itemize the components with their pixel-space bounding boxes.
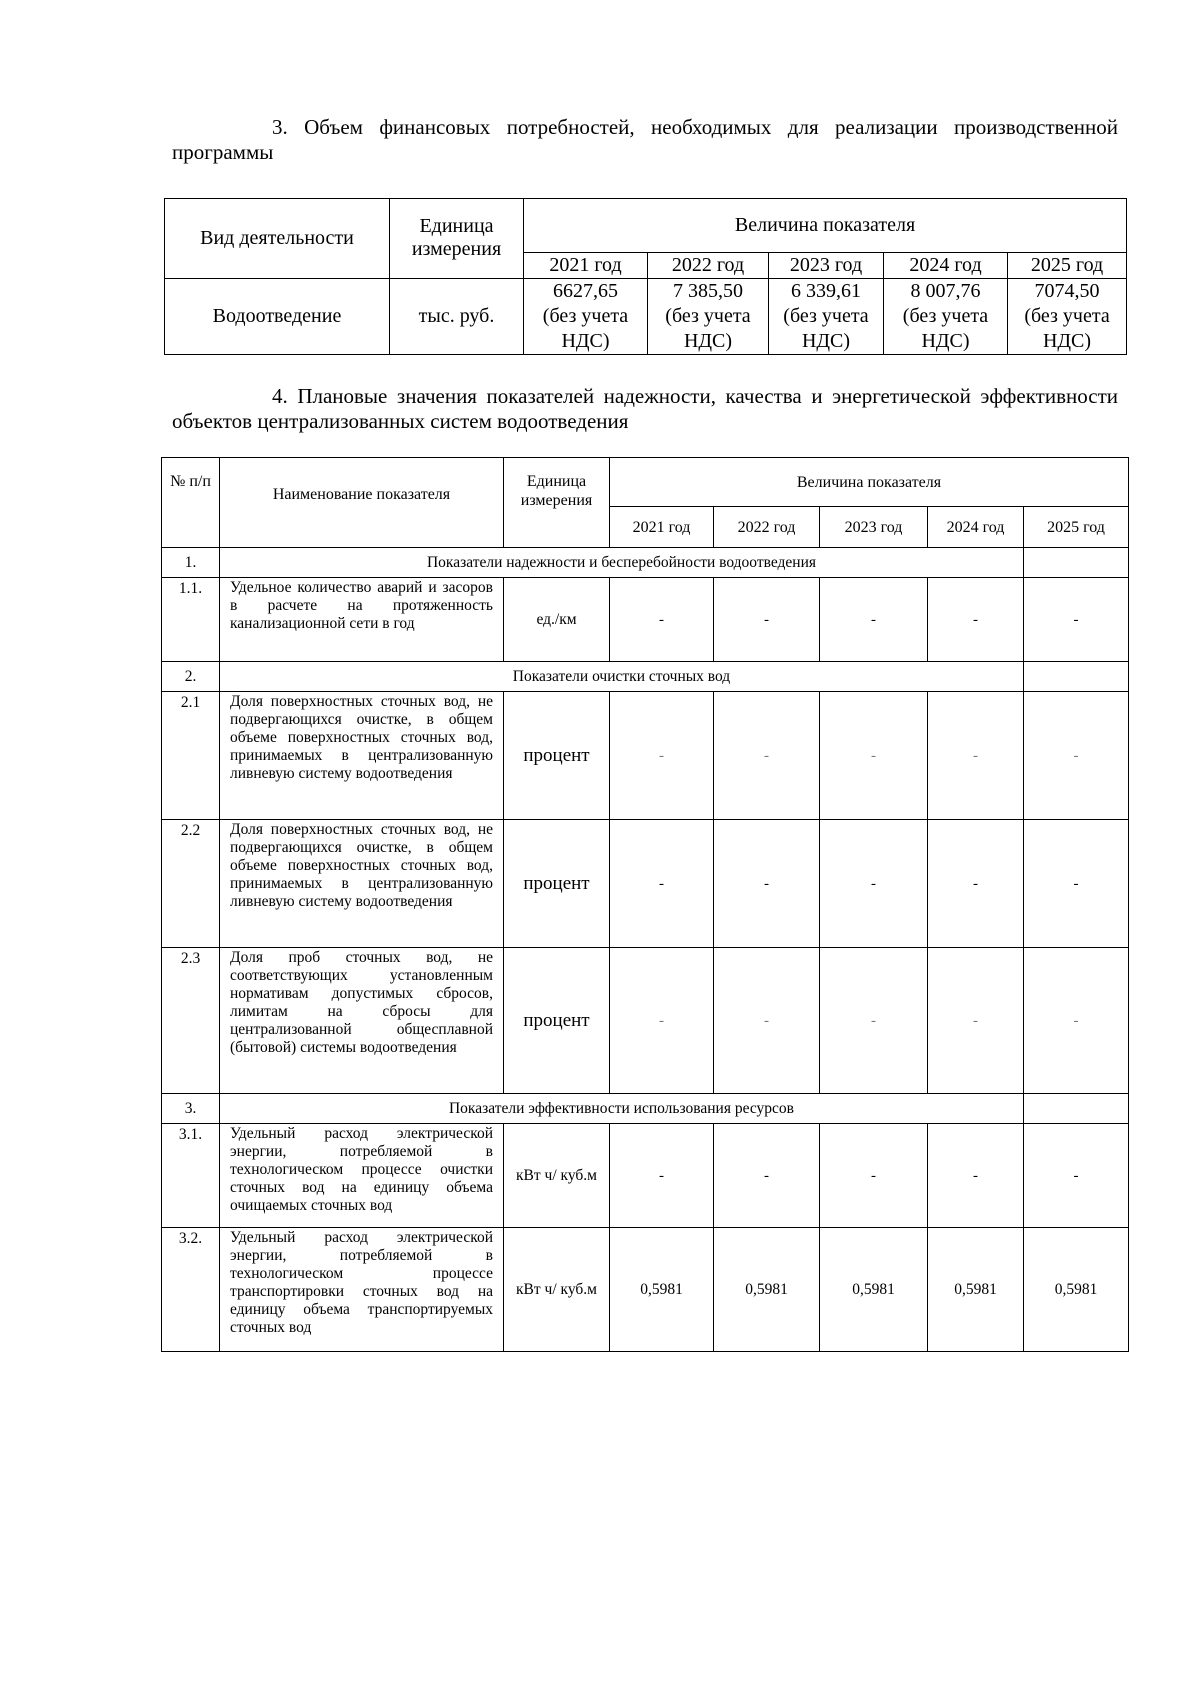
row-name: Доля поверхностных сточных вод, не подвергающихся очистке, в общем объеме поверхностных сточных вод, принимаемых в централизованную ливневую систему водоотведения — [220, 692, 504, 820]
row-num: 1.1. — [162, 578, 220, 662]
value-note: (без учета НДС) — [902, 305, 989, 352]
row-value: 0,5981 — [1024, 1228, 1129, 1352]
unit-cell: тыс. руб. — [390, 279, 524, 355]
group-title: Показатели надежности и бесперебойности водоотведения — [220, 548, 1024, 578]
row-value: - — [1024, 578, 1129, 662]
year-header: 2021 год — [610, 507, 714, 548]
row-value: - — [610, 948, 714, 1094]
section-3-title: 3. Объем финансовых потребностей, необходимых для реализации производственной программы — [172, 115, 1118, 164]
year-header: 2021 год — [524, 253, 648, 279]
row-value: 0,5981 — [714, 1228, 820, 1352]
row-value: - — [1024, 948, 1129, 1094]
row-value: - — [1024, 1124, 1129, 1228]
year-header: 2022 год — [648, 253, 769, 279]
col-unit-header: Единица измерения — [504, 458, 610, 548]
row-num: 2.2 — [162, 820, 220, 948]
col-unit-header: Единица измерения — [390, 199, 524, 279]
finance-table — [164, 198, 1127, 355]
group-empty-cell — [1024, 1094, 1129, 1124]
row-value: - — [610, 1124, 714, 1228]
year-header: 2025 год — [1024, 507, 1129, 548]
year-header: 2023 год — [769, 253, 884, 279]
col-value-header: Величина показателя — [610, 458, 1129, 507]
row-value: - — [820, 820, 928, 948]
row-value: 0,5981 — [820, 1228, 928, 1352]
row-unit: процент — [504, 948, 610, 1094]
row-unit: кВт ч/ куб.м — [504, 1228, 610, 1352]
value-cell — [524, 279, 648, 355]
row-unit: ед./км — [504, 578, 610, 662]
year-header: 2022 год — [714, 507, 820, 548]
row-num: 2.1 — [162, 692, 220, 820]
row-name: Доля поверхностных сточных вод, не подвергающихся очистке, в общем объеме поверхностных сточных вод, принимаемых в централизованную ливневую систему водоотведения — [220, 820, 504, 948]
col-value-header: Величина показателя — [524, 199, 1127, 253]
row-value: - — [928, 1124, 1024, 1228]
row-value: - — [714, 820, 820, 948]
row-value: - — [714, 578, 820, 662]
row-value: - — [928, 948, 1024, 1094]
row-value: - — [610, 578, 714, 662]
group-num: 2. — [162, 662, 220, 692]
indicators-table — [161, 457, 1129, 1352]
row-unit: кВт ч/ куб.м — [504, 1124, 610, 1228]
group-num: 3. — [162, 1094, 220, 1124]
year-header: 2024 год — [884, 253, 1008, 279]
year-header: 2025 год — [1008, 253, 1127, 279]
col-num-header — [162, 458, 220, 548]
col-name-header: Наименование показателя — [220, 458, 504, 548]
row-value: - — [610, 820, 714, 948]
value-amount: 6 339,61 — [791, 280, 861, 302]
row-value: - — [714, 1124, 820, 1228]
row-value: - — [928, 820, 1024, 948]
row-value: 0,5981 — [610, 1228, 714, 1352]
row-value: - — [1024, 820, 1129, 948]
year-header: 2023 год — [820, 507, 928, 548]
row-value: - — [714, 692, 820, 820]
group-title: Показатели очистки сточных вод — [220, 662, 1024, 692]
row-num: 3.1. — [162, 1124, 220, 1228]
group-empty-cell — [1024, 662, 1129, 692]
row-value: - — [1024, 692, 1129, 820]
row-value: - — [820, 578, 928, 662]
value-amount: 8 007,76 — [910, 280, 981, 302]
value-cell — [648, 279, 769, 355]
row-value: - — [928, 692, 1024, 820]
row-value: - — [714, 948, 820, 1094]
table-row — [162, 948, 1129, 1094]
row-value: 0,5981 — [928, 1228, 1024, 1352]
group-row — [162, 1094, 1129, 1124]
row-name: Удельное количество аварий и засоров в расчете на протяженность канализационной сети в год — [220, 578, 504, 662]
section-4-title: 4. Плановые значения показателей надежности, качества и энергетической эффективности объектов централизованных систем водоотведения — [172, 384, 1118, 433]
table-row — [162, 578, 1129, 662]
year-header: 2024 год — [928, 507, 1024, 548]
row-value: - — [610, 692, 714, 820]
row-value: - — [820, 692, 928, 820]
row-name: Доля проб сточных вод, не соответствующих установленным нормативам допустимых сбросов, лимитам на сбросы для централизованной общесплавной (бытовой) системы водоотведения — [220, 948, 504, 1094]
value-amount: 6627,65 — [553, 280, 618, 302]
col-num-label: № п/п — [170, 473, 211, 490]
value-cell — [1008, 279, 1127, 355]
group-title: Показатели эффективности использования ресурсов — [220, 1094, 1024, 1124]
row-num: 3.2. — [162, 1228, 220, 1352]
table-row — [162, 1228, 1129, 1352]
value-note: (без учета НДС) — [665, 305, 751, 352]
group-row — [162, 662, 1129, 692]
table-row — [162, 692, 1129, 820]
table-row — [162, 820, 1129, 948]
group-empty-cell — [1024, 548, 1129, 578]
value-note: (без учета НДС) — [542, 305, 629, 352]
row-name: Удельный расход электрической энергии, потребляемой в технологическом процессе очистки сточных вод на единицу объема очищаемых сточных вод — [220, 1124, 504, 1228]
value-amount: 7074,50 — [1034, 280, 1100, 302]
group-num: 1. — [162, 548, 220, 578]
value-note: (без учета НДС) — [783, 305, 869, 352]
table-row — [162, 1124, 1129, 1228]
group-row — [162, 548, 1129, 578]
value-cell — [769, 279, 884, 355]
table-row — [165, 279, 1127, 355]
value-amount: 7 385,50 — [673, 280, 743, 302]
col-activity-header: Вид деятельности — [165, 199, 390, 279]
row-unit: процент — [504, 692, 610, 820]
value-cell — [884, 279, 1008, 355]
row-unit: процент — [504, 820, 610, 948]
row-value: - — [928, 578, 1024, 662]
row-num: 2.3 — [162, 948, 220, 1094]
row-value: - — [820, 948, 928, 1094]
row-name: Удельный расход электрической энергии, потребляемой в технологическом процессе транспортировки сточных вод на единицу объема транспортируемых сточных вод — [220, 1228, 504, 1352]
value-note: (без учета НДС) — [1024, 305, 1110, 352]
row-value: - — [820, 1124, 928, 1228]
activity-cell: Водоотведение — [165, 279, 390, 355]
